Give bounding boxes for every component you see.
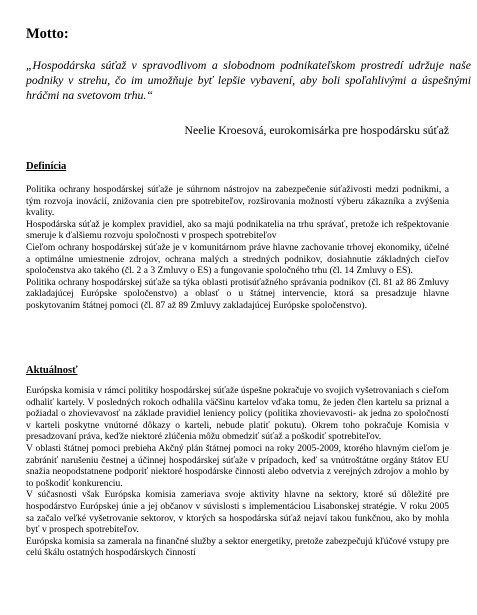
motto-title: Motto:: [26, 26, 69, 42]
paragraph: V oblasti štátnej pomoci prebieha Akčný plán štátnej pomoci na roky 2005-2009, ktorého hlavným cieľom je zabrániť narušeniu čestnej a účinnej hospodárskej súťaže v prípadoch, keď sa vnútroštátne orgány štátov EU snažia neopodstatnene podporiť niektoré hospodárske činnosti alebo odvetvia z verejných zdrojov a mohlo by to poškodiť konkurenciu.: [26, 442, 449, 489]
section-heading-aktualnost: Aktuálnosť: [26, 365, 78, 376]
paragraph: Európska komisia v rámci politiky hospodárskej súťaže úspešne pokračuje vo svojich vyšetrovaniach s cieľom odhaliť kartely. V posledných rokoch odhalila väčšinu kartelov vďaka tomu, že jeden člen kartelu sa priznal a požiadal o zhovievavosť na základe pravidiel leniency policy (politika zhovievavosti- ak jedna zo spoločností v karteli poskytne vnútorné dôkazy o karteli, nebude platiť pokutu). Okrem toho pokračuje Komisia v presadzovaní práva, keďže niektoré zlúčenia môžu obmedziť súťaž a poškodiť spotrebiteľov.: [26, 385, 449, 443]
paragraph: Politika ochrany hospodárskej súťaže je súhrnom nástrojov na zabezpečenie súťaživosti medzi podnikmi, a tým rozvoja inovácií, znižovania cien pre spotrebiteľov, rozširovania možností výberu zákazníka a zvýšenia kvality.: [26, 184, 449, 219]
paragraph: V súčasnosti však Európska komisia zameriava svoje aktivity hlavne na sektory, ktoré sú dôležité pre hospodárstvo Európskej únie a jej občanov v súvislosti s implementáciou Lisabonskej stratégie. V roku 2005 sa začalo veľké vyšetrovanie sektorov, v ktorých sa hospodárska súťaž nejaví takou funkčnou, ako by mohla byť v prospech spotrebiteľov.: [26, 489, 449, 536]
paragraph: Cieľom ochrany hospodárskej súťaže je v komunitárnom práve hlavne zachovanie trhovej ekonomiky, účelné a optimálne umiestnenie zdrojov, ochrana malých a stredných podnikov, dosiahnutie základných cieľov spoločenstva ako takého (čl. 2 a 3 Zmluvy o ES) a fungovanie spoločného trhu (čl. 14 Zmluvy o ES).: [26, 241, 449, 277]
motto-quote: „Hospodárska súťaž v spravodlivom a slobodnom podnikateľskom prostredí udržuje naše podniky v strehu, čo im umožňuje byť lepšie vybavení, aby boli spoľahlivými a úspešnými hráčmi na svetovom trhu.“: [26, 58, 471, 102]
section-heading-definicia: Definícia: [26, 161, 67, 172]
paragraph: Európska komisia sa zamerala na finančné služby a sektor energetiky, pretože zabezpečujú kľúčové vstupy pre celú škálu ostatných hospodárskych činností: [26, 535, 449, 559]
paragraph: Hospodárska súťaž je komplex pravidiel, ako sa majú podnikatelia na trhu správať, pretože ich rešpektovanie smeruje k ďalšiemu rozvoju spoločnosti v prospech spotrebiteľov: [26, 218, 449, 242]
motto-author: Neelie Kroesová, eurokomisárka pre hospodársku súťaž: [184, 123, 449, 137]
section-definicia: [26, 184, 449, 312]
section-aktualnost: [26, 385, 449, 559]
paragraph: Politika ochrany hospodárskej súťaže sa týka oblasti protisúťažného správania podnikov (čl. 81 až 86 Zmluvy zakladajúcej Európske spoločenstvo) a oblasť o u štátnej intervencie, ktorá sa presadzuje hlavne poskytovaním štátnej pomoci (čl. 87 až 89 Zmluvy zakladajúcej Európske spoločenstvo).: [26, 276, 449, 311]
